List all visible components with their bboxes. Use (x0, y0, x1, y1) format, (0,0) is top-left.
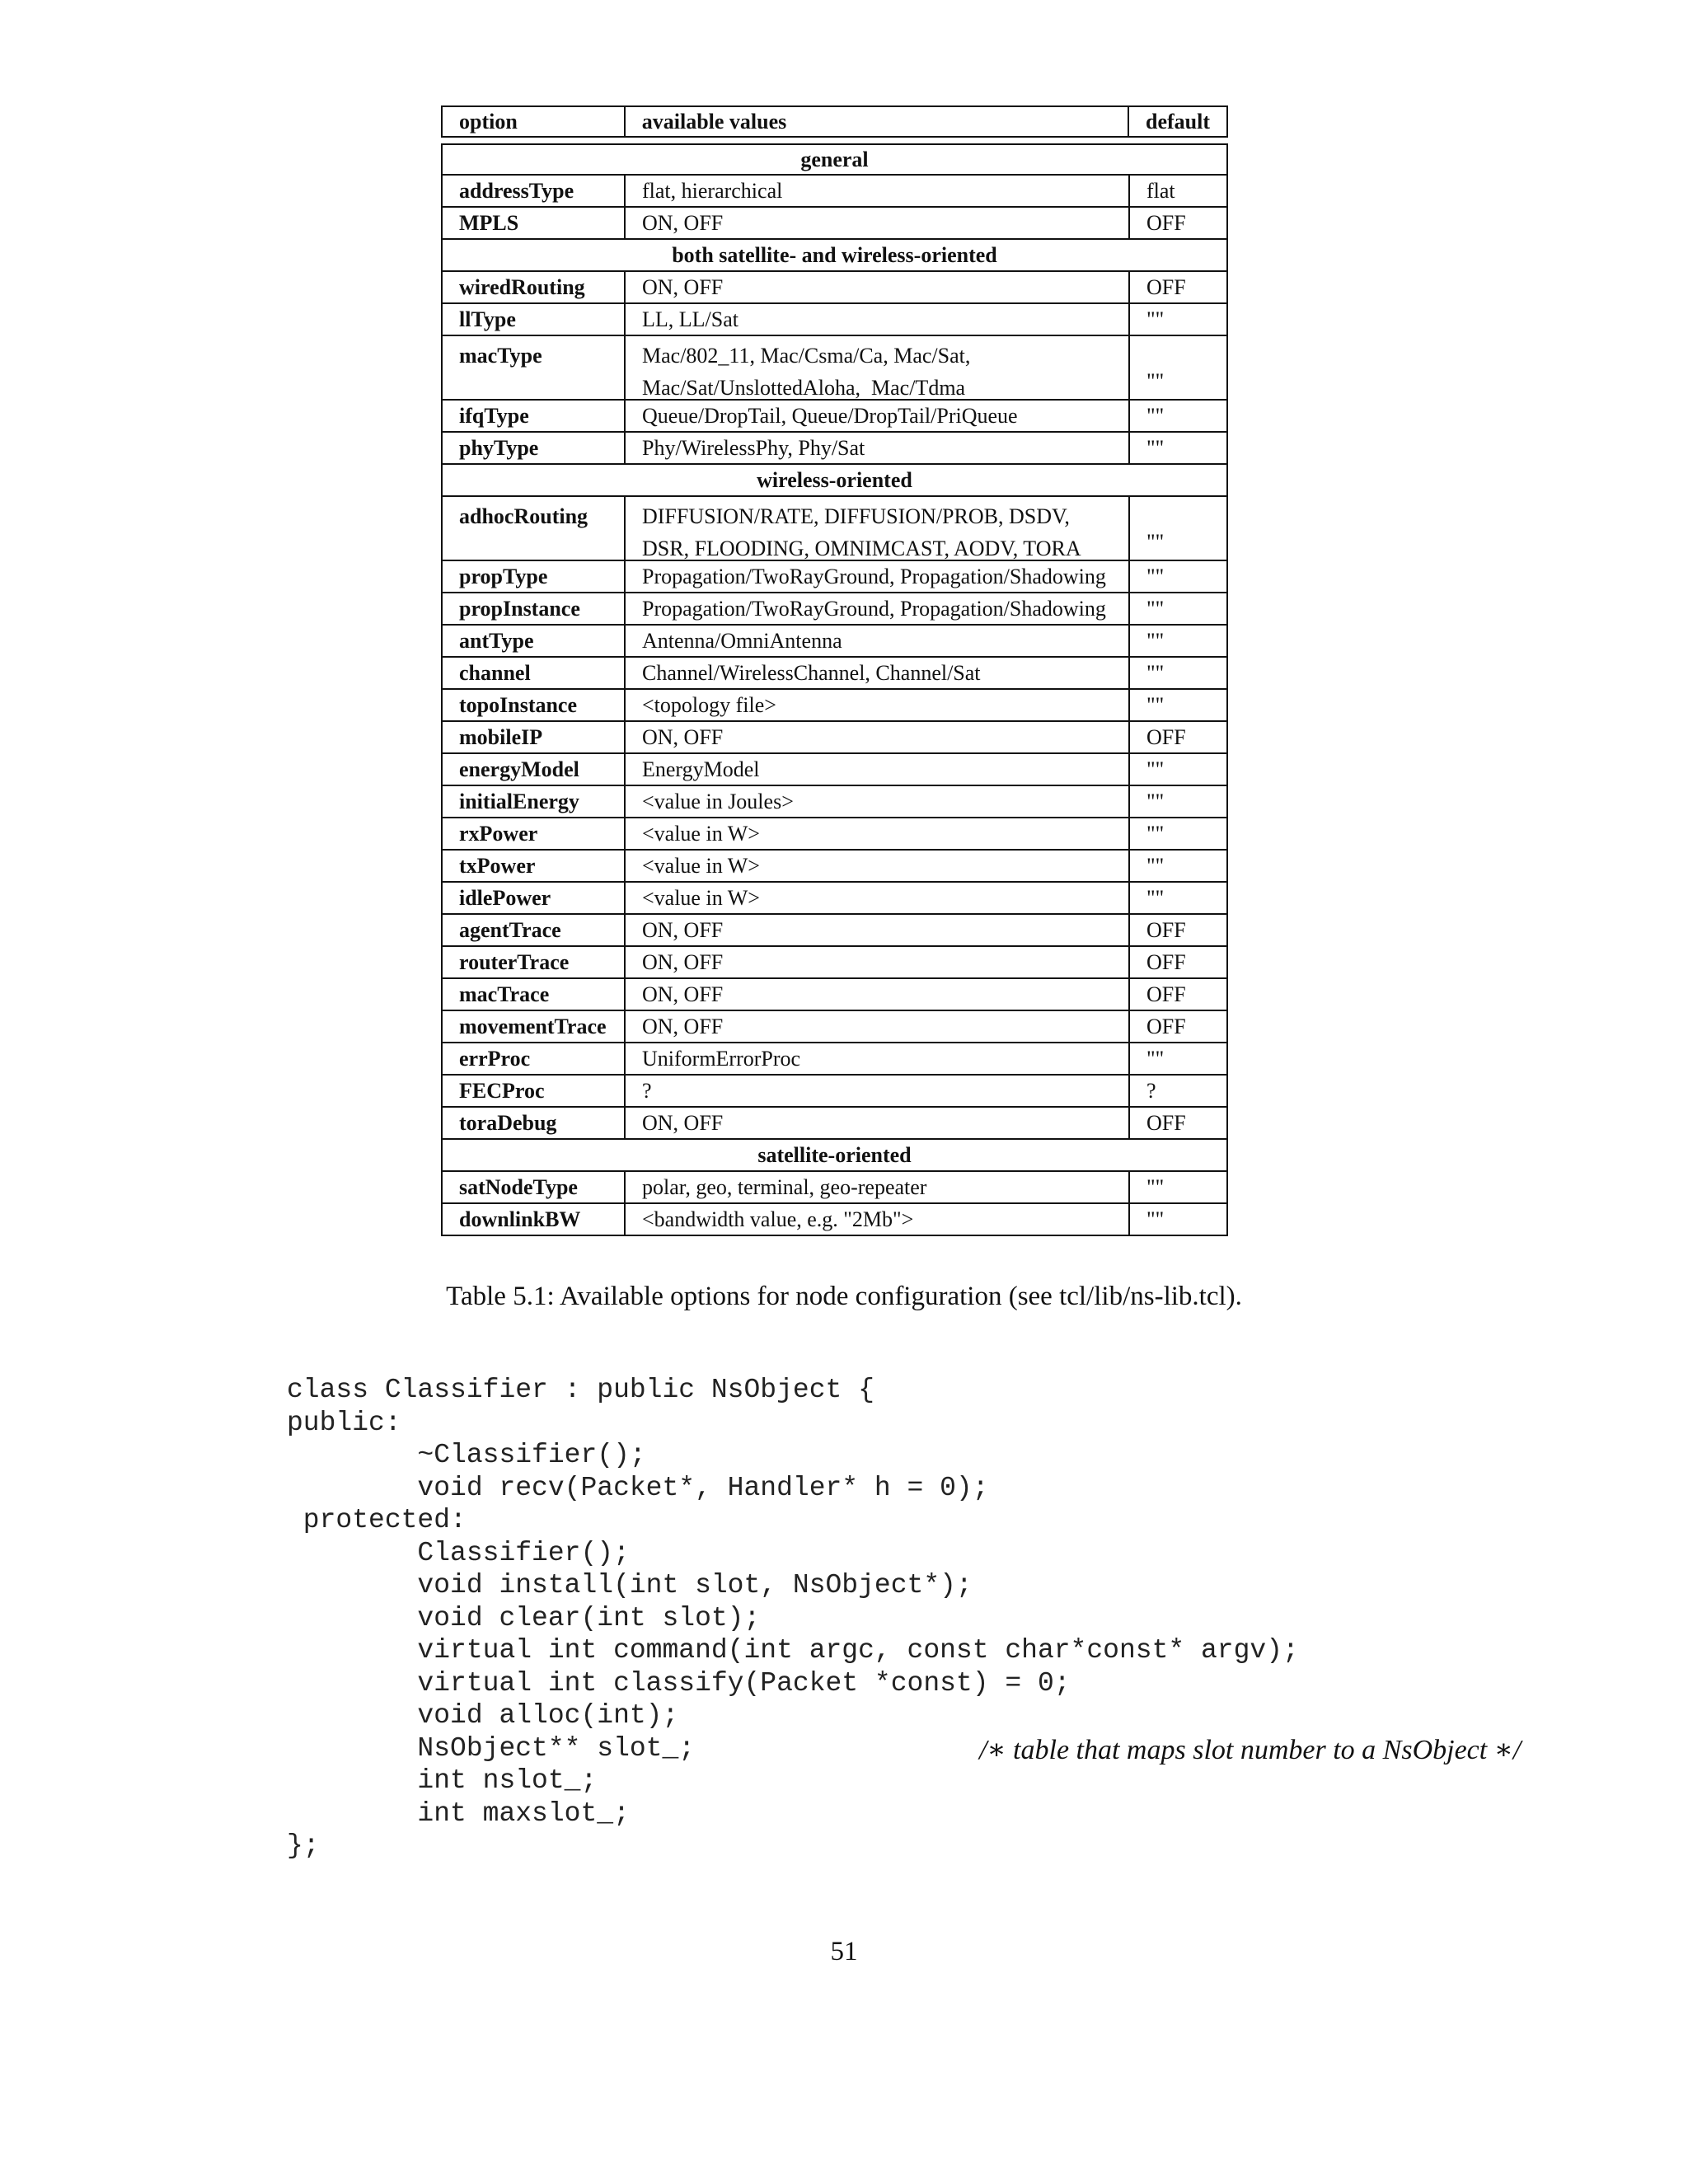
default-value-cell: "" (1146, 307, 1165, 331)
code-line: virtual int classify(Packet *const) = 0; (287, 1667, 1071, 1699)
option-name-cell: propType (443, 561, 626, 592)
table-body (441, 143, 1228, 1236)
table-row (441, 1011, 1228, 1043)
available-values-cell: ON, OFF (626, 272, 1130, 302)
table-row (441, 561, 1228, 593)
code-line: NsObject** slot_; (287, 1732, 696, 1764)
option-name-cell: idlePower (443, 883, 626, 913)
option-name-cell: toraDebug (443, 1108, 626, 1138)
option-name-cell: propInstance (443, 593, 626, 624)
default-value-cell: OFF (1146, 1014, 1186, 1038)
table-row (441, 722, 1228, 754)
available-values-cell: Mac/802_11, Mac/Csma/Ca, Mac/Sat, Mac/Sat/UnslottedAloha, Mac/Tdma (626, 336, 1130, 399)
table-row (441, 1108, 1228, 1140)
default-value-cell: "" (1146, 757, 1165, 781)
code-line: class Classifier : public NsObject { (287, 1375, 874, 1405)
available-values-cell: ON, OFF (626, 947, 1130, 977)
code-line: }; (287, 1830, 320, 1861)
option-name-cell: downlinkBW (443, 1204, 626, 1235)
available-values-cell: <value in W> (626, 883, 1130, 913)
default-value-cell: flat (1146, 178, 1175, 203)
option-name-cell: addressType (443, 176, 626, 206)
table-row (441, 208, 1228, 240)
default-value-cell: "" (1146, 1174, 1165, 1199)
default-value-cell: OFF (1146, 949, 1186, 974)
option-name-cell: topoInstance (443, 690, 626, 720)
available-values-cell: ON, OFF (626, 979, 1130, 1010)
option-name-cell: txPower (443, 851, 626, 881)
available-values-cell: <value in W> (626, 818, 1130, 849)
available-values-cell: Phy/WirelessPhy, Phy/Sat (626, 433, 1130, 463)
table-row (441, 786, 1228, 818)
option-name-cell: rxPower (443, 818, 626, 849)
default-value-cell: "" (1146, 660, 1165, 685)
code-line: int nslot_; (287, 1765, 598, 1796)
code-listing (287, 1374, 1299, 1863)
table-row (441, 336, 1228, 401)
code-line: void alloc(int); (287, 1700, 679, 1731)
table-caption: Table 5.1: Available options for node configuration (see tcl/lib/ns-lib.tcl). (446, 1282, 1242, 1311)
code-line: void clear(int slot); (287, 1602, 761, 1633)
table-row (441, 915, 1228, 947)
default-value-cell: "" (1146, 789, 1165, 813)
table-row (441, 1076, 1228, 1108)
column-header-available-values: available values (626, 107, 1129, 136)
table-row (441, 754, 1228, 786)
option-name-cell: phyType (443, 433, 626, 463)
available-values-cell: <value in Joules> (626, 786, 1130, 817)
table-row (441, 176, 1228, 208)
default-value-cell: OFF (1146, 210, 1186, 235)
option-name-cell: ifqType (443, 401, 626, 431)
option-name-cell: macType (443, 336, 626, 399)
option-name-cell: adhocRouting (443, 497, 626, 560)
option-name-cell: FECProc (443, 1076, 626, 1106)
default-value-cell: OFF (1146, 274, 1186, 299)
available-values-cell: flat, hierarchical (626, 176, 1130, 206)
option-name-cell: antType (443, 626, 626, 656)
option-name-cell: movementTrace (443, 1011, 626, 1042)
option-name-cell: MPLS (443, 208, 626, 238)
default-value-cell: ? (1146, 1078, 1156, 1103)
option-name-cell: channel (443, 658, 626, 688)
table-row (441, 272, 1228, 304)
page-number: 51 (830, 1937, 858, 1966)
table-row (441, 690, 1228, 722)
option-name-cell: agentTrace (443, 915, 626, 945)
option-name-cell: errProc (443, 1043, 626, 1074)
table-header-row (441, 105, 1228, 138)
table-row (441, 497, 1228, 561)
option-name-cell: mobileIP (443, 722, 626, 752)
code-line: Classifier(); (287, 1537, 630, 1568)
section-header-row: both satellite- and wireless-oriented (441, 240, 1228, 272)
section-header-row: general (441, 143, 1228, 176)
code-line: void install(int slot, NsObject*); (287, 1570, 973, 1601)
code-comment: /∗ table that maps slot number to a NsObject ∗/ (979, 1735, 1522, 1765)
table-row (441, 433, 1228, 465)
option-name-cell: wiredRouting (443, 272, 626, 302)
options-table (441, 105, 1228, 1236)
table-row (441, 304, 1228, 336)
available-values-cell: Channel/WirelessChannel, Channel/Sat (626, 658, 1130, 688)
default-value-cell: "" (1146, 1046, 1165, 1071)
available-values-cell: ON, OFF (626, 1108, 1130, 1138)
available-values-cell: Queue/DropTail, Queue/DropTail/PriQueue (626, 401, 1130, 431)
table-row (441, 851, 1228, 883)
table-row (441, 1172, 1228, 1204)
default-value-cell: OFF (1146, 982, 1186, 1006)
default-value-cell: "" (1146, 564, 1165, 588)
default-value-cell: OFF (1146, 1110, 1186, 1135)
available-values-cell: ON, OFF (626, 1011, 1130, 1042)
code-line: virtual int command(int argc, const char*const* argv); (287, 1635, 1299, 1666)
option-name-cell: llType (443, 304, 626, 335)
available-values-cell: <bandwidth value, e.g. "2Mb"> (626, 1204, 1130, 1235)
available-values-cell: DIFFUSION/RATE, DIFFUSION/PROB, DSDV, DSR, FLOODING, OMNIMCAST, AODV, TORA (626, 497, 1130, 560)
option-name-cell: routerTrace (443, 947, 626, 977)
column-header-default: default (1146, 109, 1210, 134)
table-row (441, 658, 1228, 690)
available-values-cell: <topology file> (626, 690, 1130, 720)
code-line: ~Classifier(); (287, 1440, 646, 1470)
default-value-cell: "" (1146, 530, 1165, 554)
available-values-cell: EnergyModel (626, 754, 1130, 785)
default-value-cell: "" (1146, 435, 1165, 460)
table-row (441, 1204, 1228, 1236)
option-name-cell: energyModel (443, 754, 626, 785)
available-values-cell: Propagation/TwoRayGround, Propagation/Shadowing (626, 561, 1130, 592)
table-row (441, 947, 1228, 979)
available-values-cell: polar, geo, terminal, geo-repeater (626, 1172, 1130, 1202)
option-name-cell: macTrace (443, 979, 626, 1010)
default-value-cell: OFF (1146, 724, 1186, 749)
code-line: void recv(Packet*, Handler* h = 0); (287, 1472, 989, 1503)
option-name-cell: satNodeType (443, 1172, 626, 1202)
default-value-cell: "" (1146, 596, 1165, 621)
column-header-option: option (443, 107, 626, 136)
default-value-cell: "" (1146, 1207, 1165, 1231)
table-row (441, 401, 1228, 433)
default-value-cell: "" (1146, 885, 1165, 910)
default-value-cell: "" (1146, 853, 1165, 878)
default-value-cell: "" (1146, 692, 1165, 717)
table-row (441, 883, 1228, 915)
available-values-cell: ON, OFF (626, 915, 1130, 945)
table-row (441, 1043, 1228, 1076)
code-line: int maxslot_; (287, 1797, 630, 1829)
default-value-cell: "" (1146, 369, 1165, 393)
available-values-cell: Antenna/OmniAntenna (626, 626, 1130, 656)
available-values-cell: ON, OFF (626, 208, 1130, 238)
available-values-cell: Propagation/TwoRayGround, Propagation/Shadowing (626, 593, 1130, 624)
default-value-cell: "" (1146, 403, 1165, 428)
table-row (441, 818, 1228, 851)
available-values-cell: LL, LL/Sat (626, 304, 1130, 335)
table-row (441, 626, 1228, 658)
default-value-cell: "" (1146, 628, 1165, 653)
available-values-cell: ? (626, 1076, 1130, 1106)
default-value-cell: OFF (1146, 917, 1186, 942)
available-values-cell: UniformErrorProc (626, 1043, 1130, 1074)
section-header-row: satellite-oriented (441, 1140, 1228, 1172)
code-line: protected: (287, 1505, 467, 1535)
code-line: public: (287, 1407, 401, 1438)
default-value-cell: "" (1146, 821, 1165, 846)
available-values-cell: ON, OFF (626, 722, 1130, 752)
section-header-row: wireless-oriented (441, 465, 1228, 497)
available-values-cell: <value in W> (626, 851, 1130, 881)
table-row (441, 979, 1228, 1011)
table-row (441, 593, 1228, 626)
option-name-cell: initialEnergy (443, 786, 626, 817)
